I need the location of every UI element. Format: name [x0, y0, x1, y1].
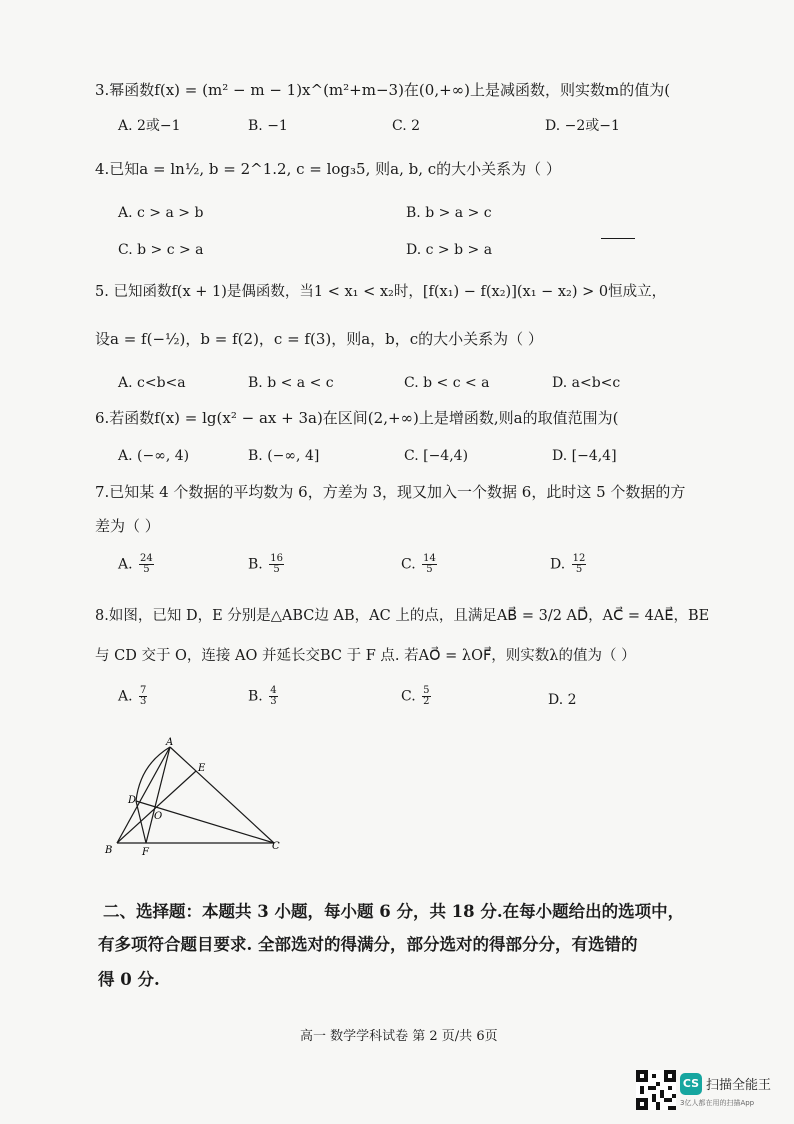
point-o-label: O [154, 811, 163, 822]
q8-option-a: A. $\frac{7}{3}$ [118, 685, 147, 707]
segment-cd [136, 801, 274, 843]
pen-mark [601, 238, 635, 239]
q6-option-b: B. (−∞, 4] [248, 448, 320, 464]
camscanner-logo: CS [680, 1073, 702, 1095]
q8-stem-line2: 与 CD 交于 O，连接 AO 并延长交BC 于 F 点. 若AO⃗ = λOF⃗，则实数λ的值为（ ） [95, 648, 636, 664]
q5-option-d: D. a<b<c [552, 375, 621, 391]
q4-option-b: B. b > a > c [406, 205, 492, 221]
q5-option-b: B. b < a < c [248, 375, 334, 391]
q6-option-a: A. (−∞, 4) [118, 448, 190, 464]
point-c-label: C [272, 841, 280, 852]
segment-df [136, 801, 146, 843]
camscanner-tagline: 3亿人都在用的扫描App [680, 1099, 755, 1107]
q5-option-c: C. b < c < a [404, 375, 490, 391]
q8-stem-line1: 8.如图，已知 D，E 分别是△ABC边 AB，AC 上的点，且满足AB⃗ = 3/2 AD⃗，AC⃗ = 4AE⃗，BE [95, 608, 710, 624]
triangle-figure [100, 735, 300, 860]
fraction: $\frac{5}{2}$ [423, 685, 430, 707]
q4-stem: 4.已知a = ln½, b = 2^1.2, c = log₃5, 则a, b, c的大小关系为（ ） [95, 160, 561, 178]
point-f-label: F [142, 847, 149, 858]
segment-ab [117, 747, 170, 843]
q4-option-c: C. b > c > a [118, 242, 204, 258]
q5-option-a: A. c<b<a [118, 375, 186, 391]
q4-option-a: A. c > a > b [118, 205, 204, 221]
q8-option-b: B. $\frac{4}{3}$ [248, 685, 277, 707]
section2-line2: 有多项符合题目要求. 全部选对的得满分，部分选对的得部分分，有选错的 [98, 935, 638, 954]
q7-option-a: A. $\frac{24}{5}$ [118, 553, 153, 575]
fraction: $\frac{7}{3}$ [140, 685, 147, 707]
q6-stem: 6.若函数f(x) = lg(x² − ax + 3a)在区间(2,+∞)上是增函数,则a的取值范围为( [95, 409, 619, 427]
q3-option-c: C. 2 [392, 118, 421, 134]
q4-option-d: D. c > b > a [406, 242, 493, 258]
fraction: $\frac{14}{5}$ [423, 553, 436, 575]
point-e-label: E [198, 763, 206, 774]
section2-line3: 得 0 分. [98, 970, 160, 989]
q7-option-d: D. $\frac{12}{5}$ [550, 553, 586, 575]
q3-option-a: A. 2或−1 [118, 118, 181, 134]
q7-stem-line2: 差为（ ） [95, 517, 160, 535]
q6-option-d: D. [−4,4] [552, 448, 617, 464]
q3-option-b: B. −1 [248, 118, 288, 134]
q3-option-d: D. −2或−1 [545, 118, 620, 134]
q5-stem-line1: 5. 已知函数f(x + 1)是偶函数，当1 < x₁ < x₂时，[f(x₁) − f(x₂)](x₁ − x₂) > 0恒成立， [95, 284, 667, 300]
page-footer: 高一 数学学科试卷 第 2 页/共 6页 [300, 1029, 498, 1044]
q7-option-b: B. $\frac{16}{5}$ [248, 553, 283, 575]
q8-option-d: D. 2 [548, 692, 577, 708]
fraction: $\frac{12}{5}$ [572, 553, 586, 575]
section2-line1: 二、选择题：本题共 3 小题，每小题 6 分，共 18 分.在每小题给出的选项中， [103, 902, 685, 921]
segment-ac [170, 747, 274, 843]
segment-af [146, 747, 170, 843]
camscanner-name: 扫描全能王 [706, 1078, 772, 1093]
fraction: $\frac{16}{5}$ [270, 553, 283, 575]
fraction: $\frac{4}{3}$ [270, 685, 277, 707]
q5-stem-line2: 设a = f(−½)，b = f(2)，c = f(3)，则a，b，c的大小关系为（ ） [95, 330, 543, 348]
fraction: $\frac{24}{5}$ [140, 553, 153, 575]
point-a-label: A [166, 737, 174, 748]
q7-option-c: C. $\frac{14}{5}$ [401, 553, 436, 575]
q3-stem: 3.幂函数f(x) = (m² − m − 1)x^(m²+m−3)在(0,+∞)上是减函数，则实数m的值为( [95, 81, 671, 99]
q8-option-c: C. $\frac{5}{2}$ [401, 685, 430, 707]
q6-option-c: C. [−4,4) [404, 448, 469, 464]
point-d-label: D [128, 795, 137, 806]
point-b-label: B [105, 845, 113, 856]
q7-stem-line1: 7.已知某 4 个数据的平均数为 6，方差为 3，现又加入一个数据 6，此时这 5 个数据的方 [95, 483, 686, 501]
qr-code-icon [636, 1070, 676, 1110]
